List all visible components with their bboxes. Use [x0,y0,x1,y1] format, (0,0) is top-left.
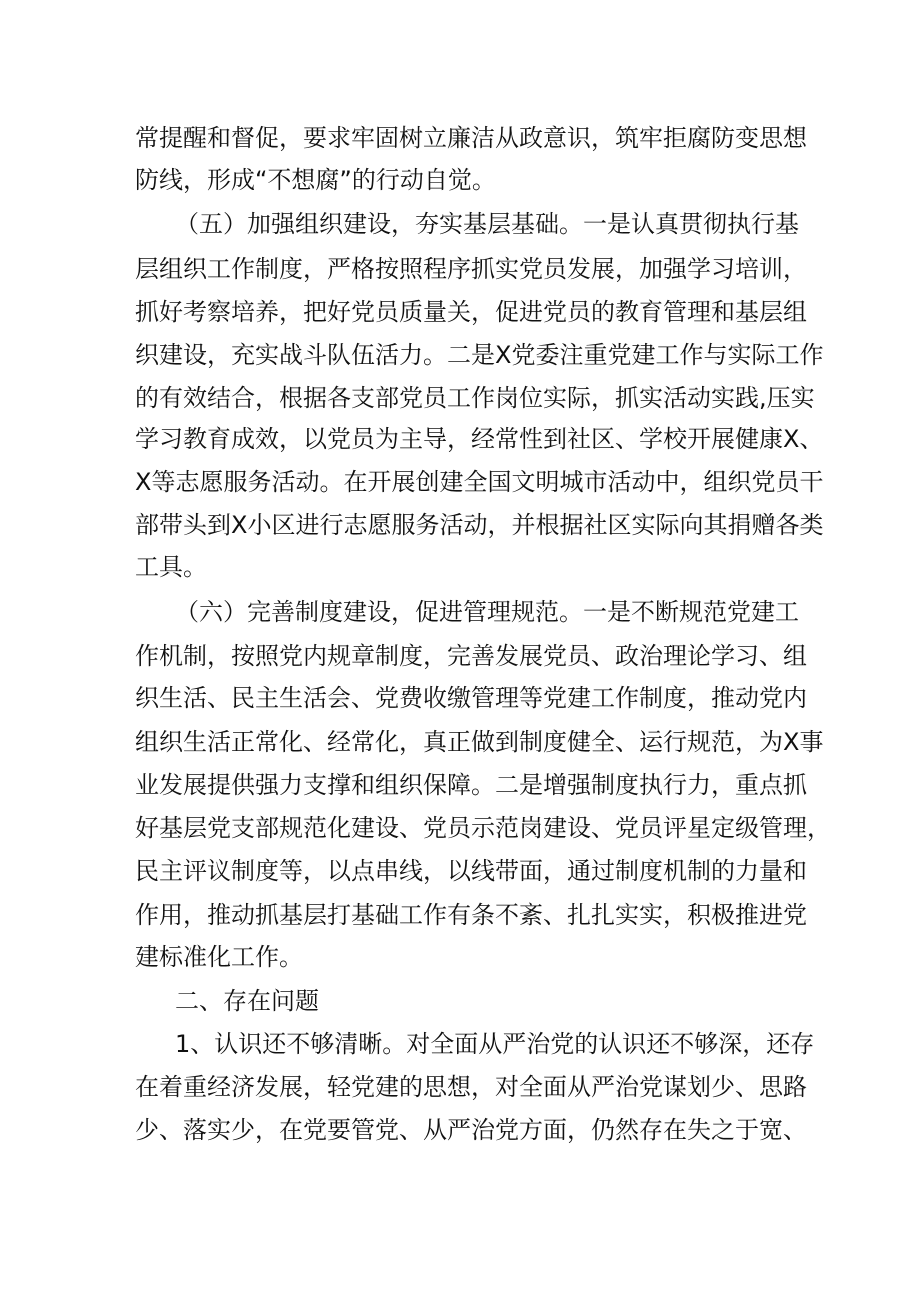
section-heading-five: （五）加强组织建设，夯实基层基础。一是认真贯彻执行基 [175,210,799,238]
text-line: 好基层党支部规范化建设、党员示范岗建设、党员评星定级管理， [135,814,831,842]
text-line: 业发展提供强力支撑和组织保障。二是增强制度执行力，重点抓 [135,771,807,799]
text-line: 作机制，按照党内规章制度，完善发展党员、政治理论学习、组 [135,642,807,670]
text-line: 抓好考察培养，把好党员质量关，促进党员的教育管理和基层组 [135,298,807,326]
text-line: 作用，推动抓基层打基础工作有条不紊、扎扎实实，积极推进党 [135,901,807,929]
problem-item-1: 1、认识还不够清晰。对全面从严治党的认识还不够深，还存 [175,1030,815,1058]
text-line: 组织生活正常化、经常化，真正做到制度健全、运行规范，为X事 [135,728,824,756]
text-line: 学习教育成效，以党员为主导，经常性到社区、学校开展健康X、 [135,425,824,453]
section-heading-six: （六）完善制度建设，促进管理规范。一是不断规范党建工 [175,598,799,626]
text-line: 工具。 [135,553,207,581]
heading-problems: 二、存在问题 [175,987,319,1015]
text-line: 常提醒和督促，要求牢固树立廉洁从政意识，筑牢拒腐防变思想 [135,124,807,152]
text-line: 织生活、民主生活会、党费收缴管理等党建工作制度，推动党内 [135,684,807,712]
text-line: 防线，形成“不想腐”的行动自觉。 [135,166,496,194]
text-line: 建标准化工作。 [135,943,303,971]
text-line: 民主评议制度等，以点串线，以线带面，通过制度机制的力量和 [135,857,807,885]
text-line: X等志愿服务活动。在开展创建全国文明城市活动中，组织党员干 [135,468,824,496]
text-line: 在着重经济发展，轻党建的思想，对全面从严治党谋划少、思路 [135,1073,807,1101]
text-line: 部带头到X小区进行志愿服务活动，并根据社区实际向其捐赠各类 [135,511,824,539]
text-line: 织建设，充实战斗队伍活力。二是X党委注重党建工作与实际工作 [135,341,824,369]
text-line: 的有效结合，根据各支部党员工作岗位实际，抓实活动实践,压实 [135,384,815,412]
text-line: 少、落实少，在党要管党、从严治党方面，仍然存在失之于宽、 [135,1116,807,1144]
text-line: 层组织工作制度，严格按照程序抓实党员发展，加强学习培训， [135,255,807,283]
